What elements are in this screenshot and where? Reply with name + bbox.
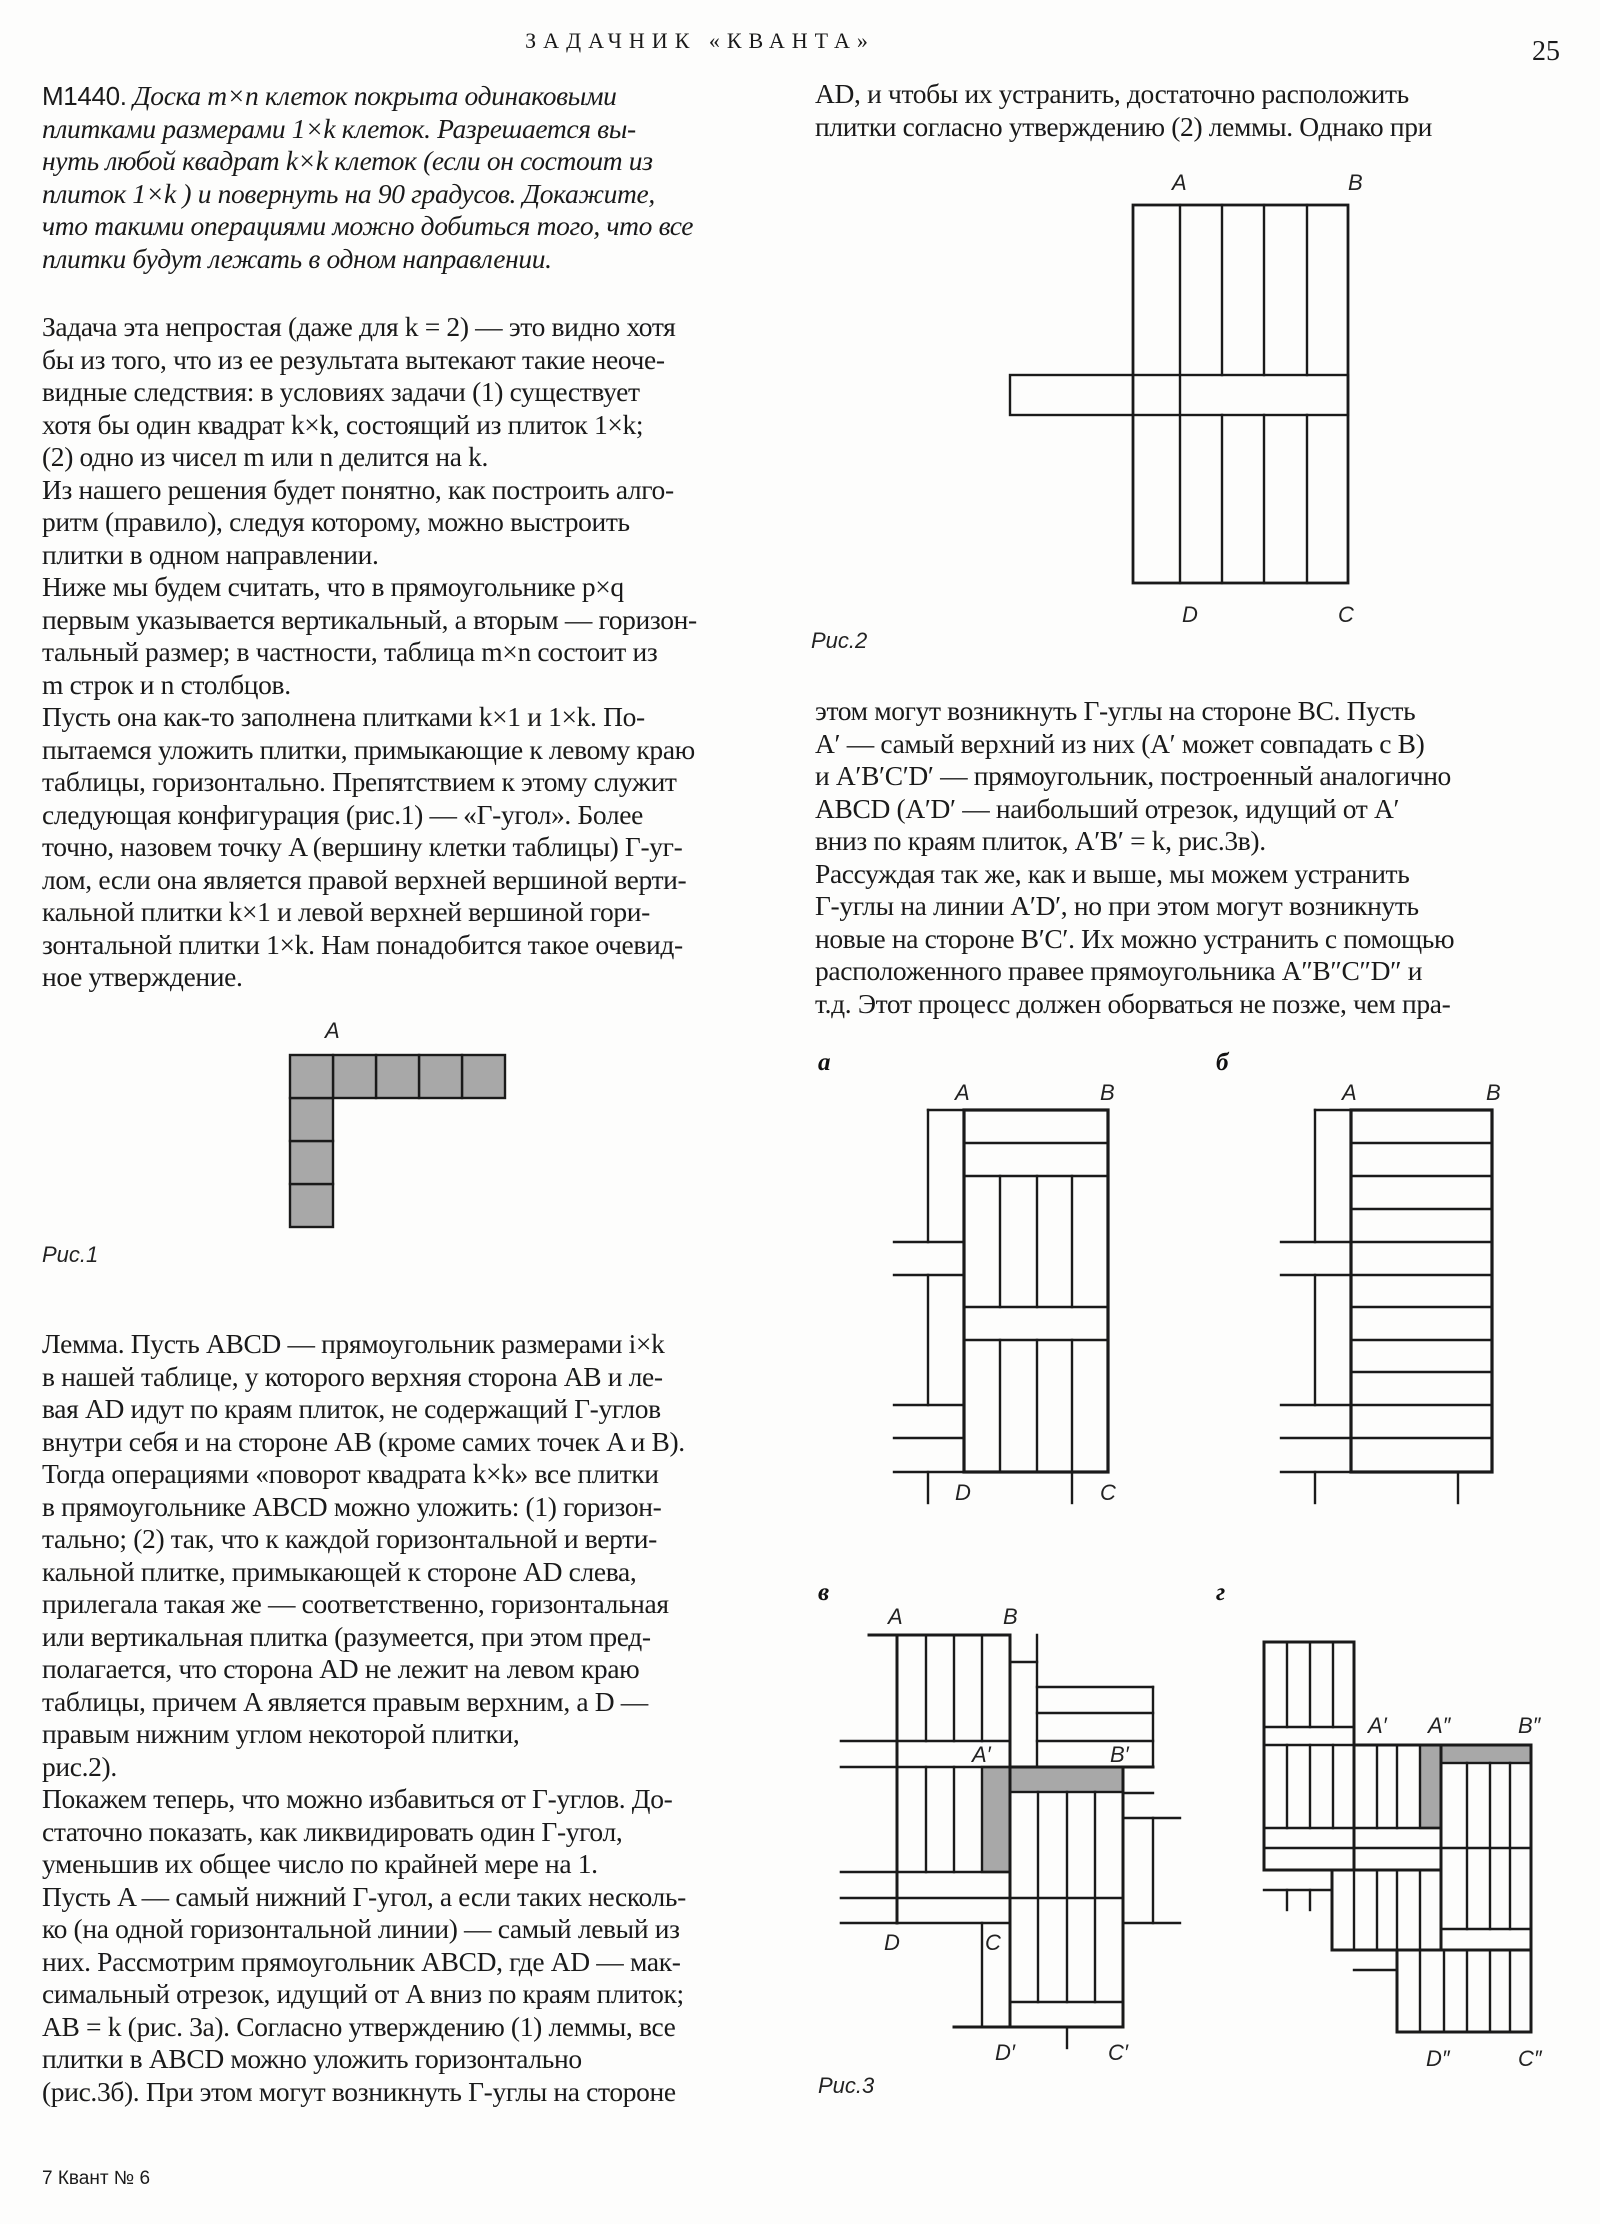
fig1-label-a: A — [325, 1018, 340, 1043]
fig1-caption: Рис.1 — [42, 1242, 99, 1267]
fig3v-panel-label: в — [818, 1579, 830, 1606]
text-line: Лемма. Пусть ABCD — прямоугольник размерами i×k — [42, 1328, 665, 1359]
text-line: ное утверждение. — [42, 961, 243, 992]
fig3a-label-d: D — [955, 1480, 971, 1505]
fig3b-panel-label: б — [1216, 1049, 1229, 1076]
text-line: плитки в одном направлении. — [42, 538, 379, 570]
fig2-label-c: C — [1338, 602, 1354, 627]
text-line: M1440. Доска m×n клеток покрыта одинаковыми — [42, 80, 617, 111]
running-header: ЗАДАЧНИК «КВАНТА» — [525, 28, 875, 53]
rectangle-abcd — [1133, 205, 1348, 583]
text-line: кальной плитке, примыкающей к стороне AD слева, — [42, 1555, 637, 1587]
figure-3b — [1216, 1049, 1501, 1503]
shaded-cell — [376, 1055, 419, 1098]
text-line: пытаемся уложить плитки, примыкающие к левому краю — [42, 733, 695, 765]
page-footer: 7 Квант № 6 — [42, 2168, 151, 2189]
fig3v-label-c1: C′ — [1108, 2040, 1129, 2065]
shaded-vertical-tile — [982, 1767, 1010, 1872]
text-line: Пусть она как-то заполнена плитками k×1 и 1×k. По- — [42, 701, 645, 732]
block-below — [1332, 1870, 1441, 1950]
fig3a-panel-label: а — [818, 1049, 831, 1076]
figure-2 — [811, 170, 1363, 653]
fig3v-label-c: C — [985, 1930, 1001, 1955]
text-line: Рассуждая так же, как и выше, мы можем устранить — [815, 857, 1410, 889]
text-line: плиток 1×k ) и повернуть на 90 градусов. Докажите, — [42, 177, 655, 209]
figure-3v — [818, 1579, 1180, 2098]
text-line: m строк и n столбцов. — [42, 668, 291, 700]
fig3g-label-c2: C″ — [1518, 2046, 1542, 2071]
shaded-cell — [290, 1055, 333, 1098]
text-line: (рис.3б). При этом могут возникнуть Г-углы на стороне — [42, 2075, 676, 2107]
text-line: первым указывается вертикальный, а вторым — горизон- — [42, 603, 697, 635]
text-line: таблицы, горизонтально. Препятствием к этому служит — [42, 766, 677, 797]
text-line: в прямоугольнике ABCD можно уложить: (1) горизон- — [42, 1490, 662, 1522]
fig2-label-a: A — [1172, 170, 1187, 195]
text-line: (2) одно из чисел m или n делится на k. — [42, 441, 488, 472]
fig3a-label-b: B — [1100, 1080, 1115, 1105]
text-line: Пусть A — самый нижний Г-угол, а если таких несколь- — [42, 1880, 686, 1912]
text-line: что такими операциями можно добиться того, что все — [42, 210, 694, 241]
text-line: Ниже мы будем считать, что в прямоугольнике p×q — [42, 571, 624, 602]
fig2-label-b: B — [1348, 170, 1363, 195]
text-line: этом могут возникнуть Г-углы на стороне BC. Пусть — [815, 695, 1416, 726]
problem-number: M1440. — [42, 81, 127, 111]
text-line: Тогда операциями «поворот квадрата k×k» все плитки — [42, 1458, 659, 1489]
rectangle-abcd — [1351, 1110, 1492, 1472]
fig3g-panel-label: г — [1216, 1579, 1226, 1606]
text-line: и A′B′C′D′ — прямоугольник, построенный аналогично — [815, 760, 1451, 791]
text-line: расположенного правее прямоугольника A″B″C″D″ и — [815, 955, 1423, 986]
fig3a-label-c: C — [1100, 1480, 1116, 1505]
text-line: уменьшив их общее число по крайней мере на 1. — [42, 1848, 598, 1879]
text-line: симальный отрезок, идущий от A вниз по краям плиток; — [42, 1978, 684, 2009]
text-line: тально; (2) так, что к каждой горизонтальной и верти- — [42, 1523, 657, 1554]
text-line: нуть любой квадрат k×k клеток (если он состоит из — [42, 145, 653, 176]
shaded-horizontal-tile — [1441, 1745, 1531, 1763]
text-line: ритм (правило), следуя которому, можно выстроить — [42, 506, 630, 537]
text-line: плитки в ABCD можно уложить горизонтально — [42, 2043, 582, 2074]
text-line: прилегала такая же — соответственно, горизонтальная — [42, 1588, 669, 1619]
shaded-horizontal-tile — [1010, 1767, 1123, 1792]
fig3g-label-d2: D″ — [1426, 2046, 1450, 2071]
text-line: них. Рассмотрим прямоугольник ABCD, где AD — мак- — [42, 1945, 681, 1977]
fig3g-label-a2: A″ — [1428, 1713, 1451, 1738]
shaded-cell — [290, 1184, 333, 1227]
text-line: видные следствия: в условиях задачи (1) существует — [42, 376, 640, 407]
fig3a-label-a: A — [955, 1080, 970, 1105]
fig3g-label-a1: A′ — [1368, 1713, 1387, 1738]
text-line: плитками размерами 1×k клеток. Разрешается вы- — [42, 112, 636, 144]
fig3-caption: Рис.3 — [818, 2073, 875, 2098]
text-line: бы из того, что из ее результата вытекают такие неоче- — [42, 343, 665, 375]
text-line: лом, если она является правой верхней вершиной верти- — [42, 863, 687, 895]
text-line: статочно показать, как ликвидировать один Г-угол, — [42, 1815, 623, 1847]
text-line: хотя бы один квадрат k×k, состоящий из плиток 1×k; — [42, 408, 644, 440]
fig3b-label-a: A — [1342, 1080, 1357, 1105]
text-line: A′ — самый верхний из них (A′ может совпадать с B) — [815, 727, 1425, 759]
page-number: 25 — [1532, 36, 1560, 67]
shaded-cell — [290, 1098, 333, 1141]
text-line: Г-углы на линии A′D′, но при этом могут возникнуть — [815, 890, 1419, 921]
text-line: точно, назовем точку A (вершину клетки таблицы) Г-уг- — [42, 831, 683, 862]
text-line: тальный размер; в частности, таблица m×n состоит из — [42, 636, 658, 667]
fig2-caption: Рис.2 — [811, 628, 868, 653]
text-line: следующая конфигурация (рис.1) — «Г-угол». Более — [42, 798, 644, 830]
text-line: Покажем теперь, что можно избавиться от Г-углов. До- — [42, 1783, 673, 1814]
fig3v-label-a: A — [888, 1604, 903, 1629]
fig3v-label-d: D — [884, 1930, 900, 1955]
text-line: зонтальной плитки 1×k. Нам понадобится такое очевид- — [42, 928, 683, 960]
text-line: в нашей таблице, у которого верхняя сторона AB и ле- — [42, 1360, 663, 1392]
text-line: таблицы, причем A является правым верхним, а D — — [42, 1685, 648, 1717]
text-line: внутри себя и на стороне AB (кроме самих точек A и B). — [42, 1425, 685, 1457]
figure-3g — [1216, 1579, 1543, 2071]
fig3b-label-b: B — [1486, 1080, 1501, 1105]
shaded-vertical-tile — [1420, 1745, 1441, 1828]
text-line: кальной плитки k×1 и левой верхней вершиной гори- — [42, 896, 650, 927]
fig2-label-d: D — [1182, 602, 1198, 627]
text-line: новые на стороне B′C′. Их можно устранить с помощью — [815, 922, 1455, 954]
text-line: рис.2). — [42, 1750, 117, 1782]
text-line: Задача эта непростая (даже для k = 2) — это видно хотя — [42, 311, 676, 342]
fig3v-label-b: B — [1003, 1604, 1018, 1629]
fig3v-label-a1: A′ — [972, 1742, 991, 1767]
fig3v-label-d1: D′ — [995, 2040, 1016, 2065]
text-line: полагается, что сторона AD не лежит на левом краю — [42, 1653, 640, 1684]
text-line: Из нашего решения будет понятно, как построить алго- — [42, 473, 674, 505]
fig3g-label-b2: B″ — [1518, 1713, 1541, 1738]
figure-3a — [818, 1049, 1116, 1505]
text-line: правым нижним углом некоторой плитки, — [42, 1718, 520, 1749]
shaded-cell — [419, 1055, 462, 1098]
text-line: плитки будут лежать в одном направлении. — [42, 242, 552, 274]
shaded-cell — [462, 1055, 505, 1098]
text-line: или вертикальная плитка (разумеется, при этом пред- — [42, 1620, 651, 1652]
shaded-cell — [290, 1141, 333, 1184]
fig3v-label-b1: B′ — [1110, 1742, 1129, 1767]
text-line: вниз по краям плиток, A′B′ = k, рис.3в). — [815, 825, 1266, 856]
text-line: плитки согласно утверждению (2) леммы. Однако при — [815, 110, 1432, 142]
text-line: вая AD идут по краям плиток, не содержащий Г-углов — [42, 1393, 661, 1424]
text-line: т.д. Этот процесс должен оборваться не позже, чем пра- — [815, 987, 1451, 1019]
text-line: AB = k (рис. 3а). Согласно утверждению (1) леммы, все — [42, 2010, 676, 2042]
text-line: ABCD (A′D′ — наибольший отрезок, идущий от A′ — [815, 792, 1400, 824]
text-line: AD, и чтобы их устранить, достаточно расположить — [815, 78, 1409, 109]
text-line: ко (на одной горизонтальной линии) — самый левый из — [42, 1913, 680, 1944]
figure-1-g-corner — [42, 1018, 505, 1267]
shaded-cell — [333, 1055, 376, 1098]
